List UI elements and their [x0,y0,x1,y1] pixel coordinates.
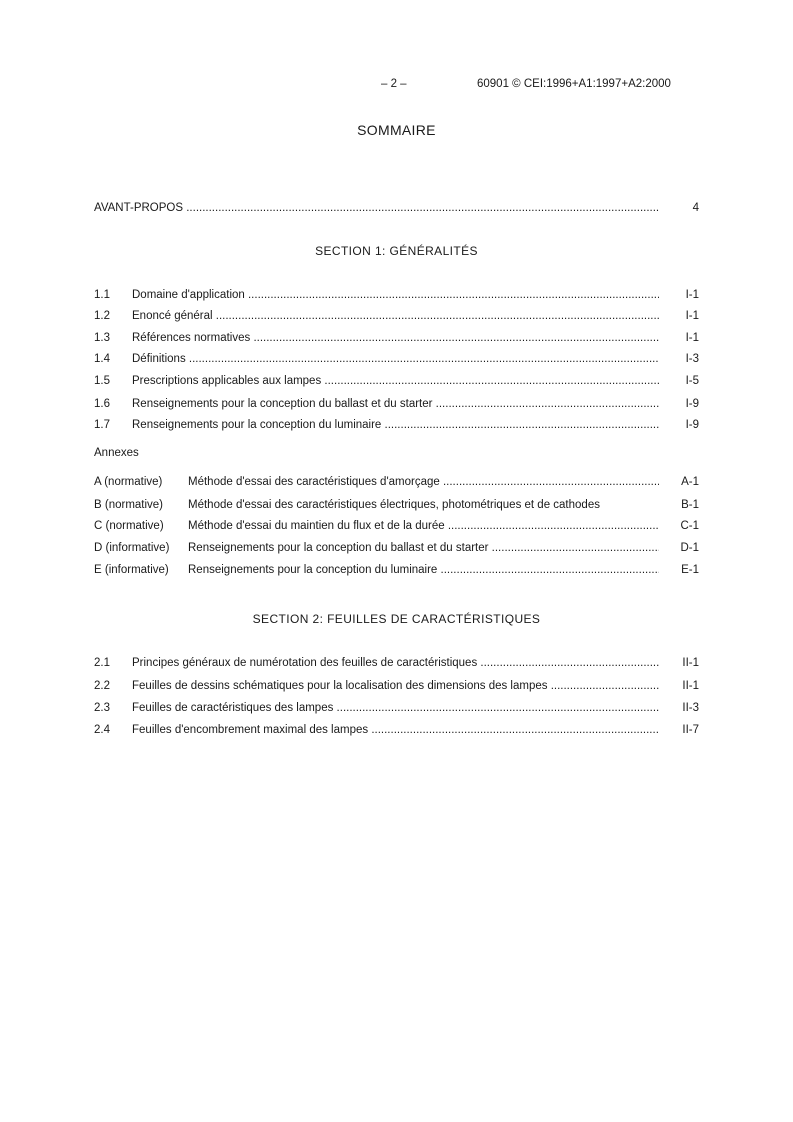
toc-entry[interactable] [94,396,699,412]
toc-entry-number: 1.7 [94,419,110,431]
toc-entry[interactable] [94,655,699,671]
toc-entry[interactable] [94,287,699,303]
toc-entry-page: I-9 [685,398,699,410]
toc-entry-number: 1.1 [94,289,110,301]
toc-entry-page: E-1 [681,564,699,576]
toc-entry[interactable] [94,330,699,346]
toc-annex-entry[interactable] [94,497,699,513]
toc-annex-entry[interactable] [94,562,699,578]
toc-entry-number: 1.2 [94,310,110,322]
toc-entry-number: 1.3 [94,332,110,344]
toc-entry-page: D-1 [680,542,699,554]
toc-entry-page: C-1 [680,520,699,532]
toc-entry[interactable] [94,351,699,367]
toc-entry-page: I-1 [685,332,699,344]
toc-entry-number: 1.6 [94,398,110,410]
toc-entry-label: Renseignements pour la conception du ballast et du starter ..... [188,540,659,556]
toc-annex-entry[interactable] [94,518,699,534]
toc-entry-label: Méthode d'essai des caractéristiques d'amorçage ..... [188,474,659,490]
toc-entry[interactable] [94,417,699,433]
toc-entry-page: I-9 [685,419,699,431]
toc-entry-number: 1.5 [94,375,110,387]
toc-entry-label: Principes généraux de numérotation des feuilles de caractéristiques ..... [132,655,659,671]
toc-entry-number: 2.2 [94,680,110,692]
page-number: – 2 – [381,78,407,90]
toc-entry-page: 4 [692,202,699,214]
toc-entry-label: Enoncé général ..... [132,308,659,324]
toc-entry[interactable] [94,373,699,389]
toc-entry-label: Méthode d'essai des caractéristiques électriques, photométriques et de cathodes [188,499,600,511]
toc-entry[interactable] [94,678,699,694]
toc-entry-page: B-1 [681,499,699,511]
annexes-heading: Annexes [94,447,139,459]
toc-entry-label: Méthode d'essai du maintien du flux et de la durée ..... [188,518,659,534]
toc-entry[interactable] [94,722,699,738]
toc-entry-number: A (normative) [94,476,163,488]
toc-entry-page: II-7 [682,724,699,736]
page-title: SOMMAIRE [357,122,436,138]
toc-entry-number: C (normative) [94,520,164,532]
toc-entry-label: Feuilles de caractéristiques des lampes ..... [132,700,659,716]
toc-entry-label: Références normatives ..... [132,330,659,346]
toc-entry-number: D (informative) [94,542,170,554]
section-heading-1: SECTION 1: GÉNÉRALITÉS [315,244,478,258]
toc-entry-label: Feuilles de dessins schématiques pour la localisation des dimensions des lampes ..... [132,678,659,694]
toc-entry[interactable] [94,308,699,324]
toc-entry-page: A-1 [681,476,699,488]
toc-entry-label: AVANT-PROPOS ..... [94,200,659,216]
toc-entry-page: I-1 [685,310,699,322]
toc-entry-label: Renseignements pour la conception du luminaire ..... [132,417,659,433]
toc-entry[interactable] [94,700,699,716]
standard-reference: 60901 © CEI:1996+A1:1997+A2:2000 [477,78,671,90]
toc-entry-label: Renseignements pour la conception du luminaire ..... [188,562,659,578]
toc-entry-label: Domaine d'application ..... [132,287,659,303]
toc-entry-page: II-3 [682,702,699,714]
toc-annex-entry[interactable] [94,474,699,490]
toc-entry-page: I-5 [685,375,699,387]
toc-entry-number: B (normative) [94,499,164,511]
toc-entry-number: 2.4 [94,724,110,736]
toc-entry-page: I-1 [685,289,699,301]
toc-entry-page: II-1 [682,680,699,692]
toc-entry-foreword[interactable] [94,200,699,216]
toc-entry-label: Définitions ..... [132,351,659,367]
toc-entry-label: Renseignements pour la conception du ballast et du starter ..... [132,396,659,412]
toc-entry-label: Prescriptions applicables aux lampes ..... [132,373,659,389]
toc-entry-number: E (informative) [94,564,169,576]
section-heading-2: SECTION 2: FEUILLES DE CARACTÉRISTIQUES [252,612,541,626]
toc-entry-number: 2.1 [94,657,110,669]
toc-entry-number: 1.4 [94,353,110,365]
toc-entry-page: II-1 [682,657,699,669]
toc-annex-entry[interactable] [94,540,699,556]
toc-entry-label: Feuilles d'encombrement maximal des lampes ..... [132,722,659,738]
toc-entry-number: 2.3 [94,702,110,714]
toc-entry-page: I-3 [685,353,699,365]
